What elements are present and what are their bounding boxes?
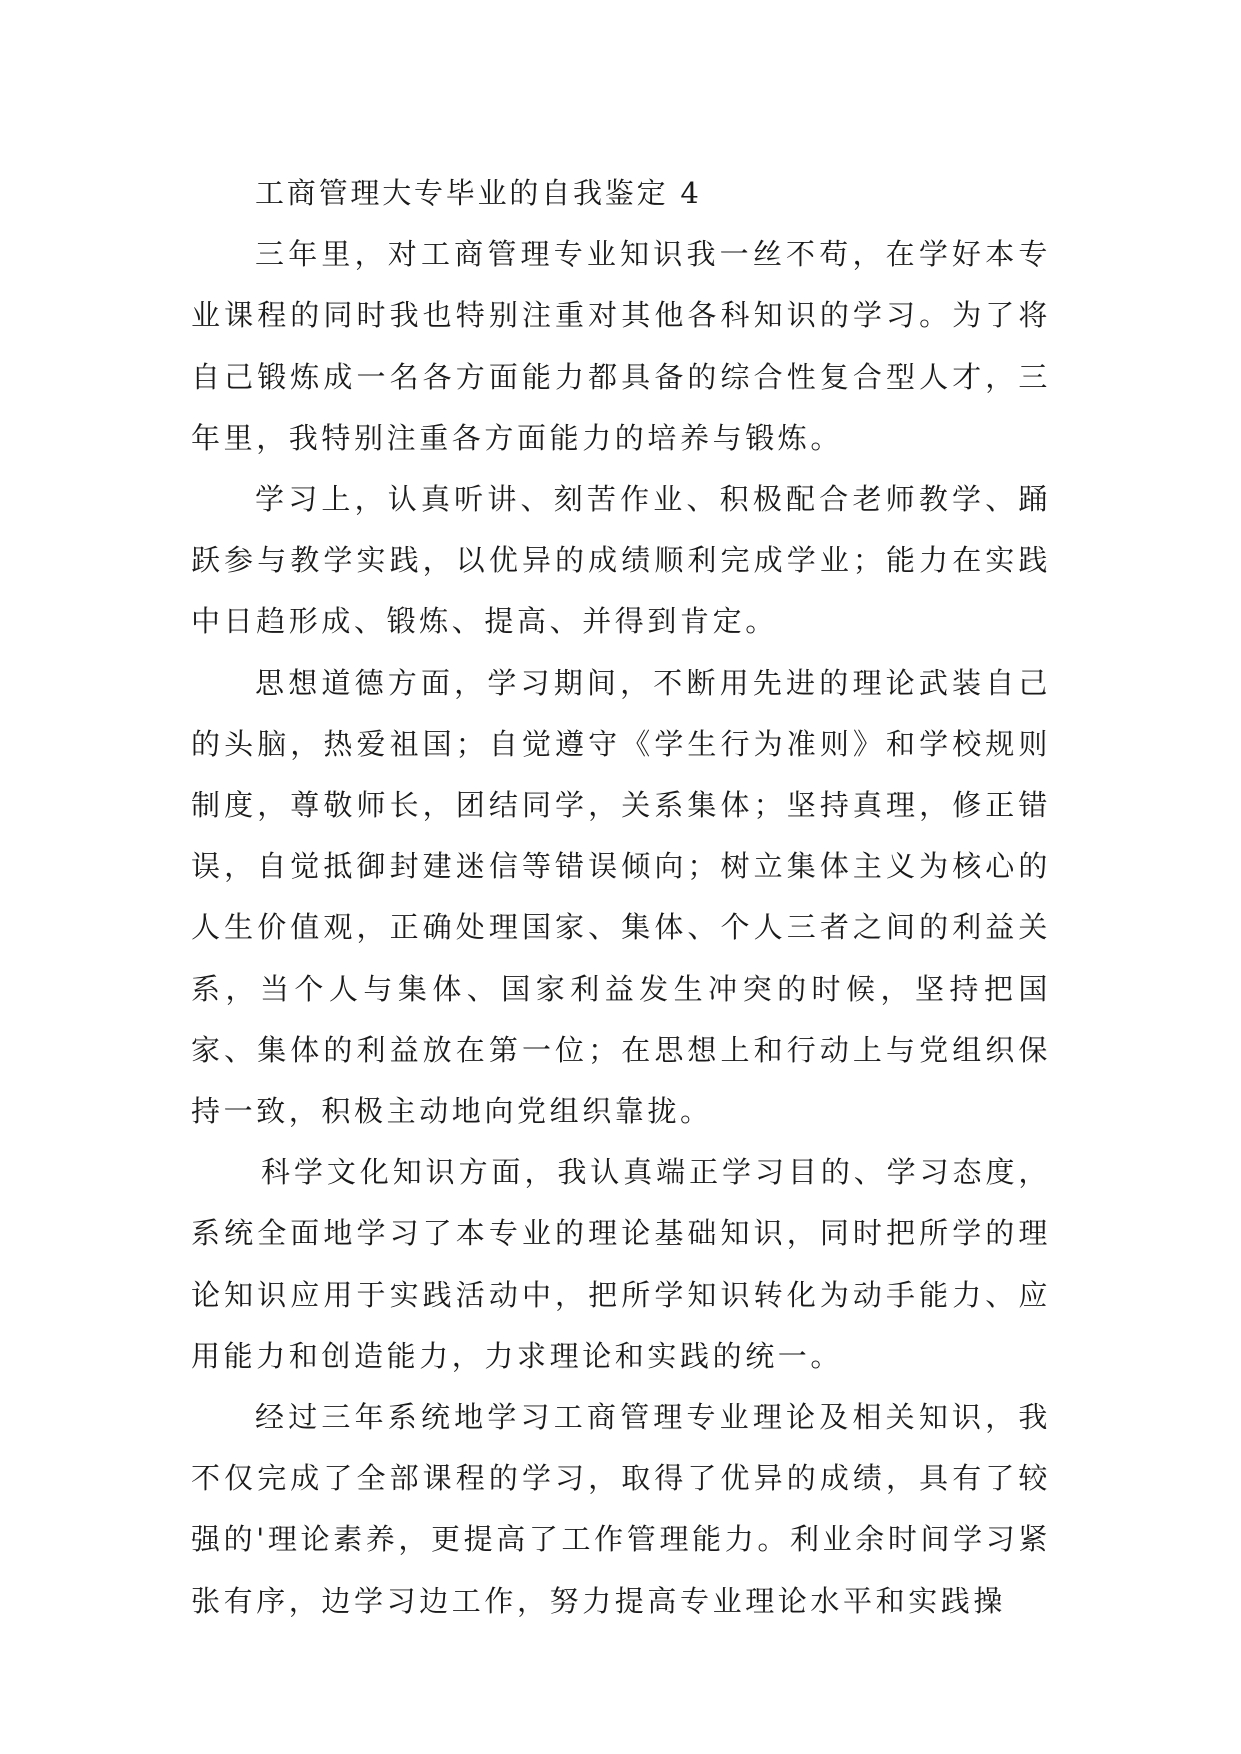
paragraph-4: 科学文化知识方面，我认真端正学习目的、学习态度，系统全面地学习了本专业的理论基础知识，同时把所学的理论知识应用于实践活动中，把所学知识转化为动手能力、应用能力和创造能力，力求理论和实践的统一。 [191, 1155, 1051, 1373]
paragraph-5: 经过三年系统地学习工商管理专业理论及相关知识，我不仅完成了全部课程的学习，取得了优异的成绩，具有了较强的'理论素养，更提高了工作管理能力。利业余时间学习紧张有序，边学习边工作，努力提高专业理论水平和实践操 [191, 1400, 1051, 1618]
paragraph-1: 三年里，对工商管理专业知识我一丝不苟，在学好本专业课程的同时我也特别注重对其他各科知识的学习。为了将自己锻炼成一名各方面能力都具备的综合性复合型人才，三年里，我特别注重各方面能力的培养与锻炼。 [191, 237, 1051, 455]
paragraph-2: 学习上，认真听讲、刻苦作业、积极配合老师教学、踊跃参与教学实践，以优异的成绩顺利完成学业；能力在实践中日趋形成、锻炼、提高、并得到肯定。 [191, 482, 1051, 639]
document-title: 工商管理大专毕业的自我鉴定 4 [255, 176, 702, 210]
document-body [191, 163, 1051, 1632]
paragraph-3: 思想道德方面，学习期间，不断用先进的理论武装自己的头脑，热爱祖国；自觉遵守《学生行为准则》和学校规则制度，尊敬师长，团结同学，关系集体；坚持真理，修正错误，自觉抵御封建迷信等错误倾向；树立集体主义为核心的人生价值观，正确处理国家、集体、个人三者之间的利益关系，当个人与集体、国家利益发生冲突的时候，坚持把国家、集体的利益放在第一位；在思想上和行动上与党组织保持一致，积极主动地向党组织靠拢。 [191, 665, 1051, 1129]
